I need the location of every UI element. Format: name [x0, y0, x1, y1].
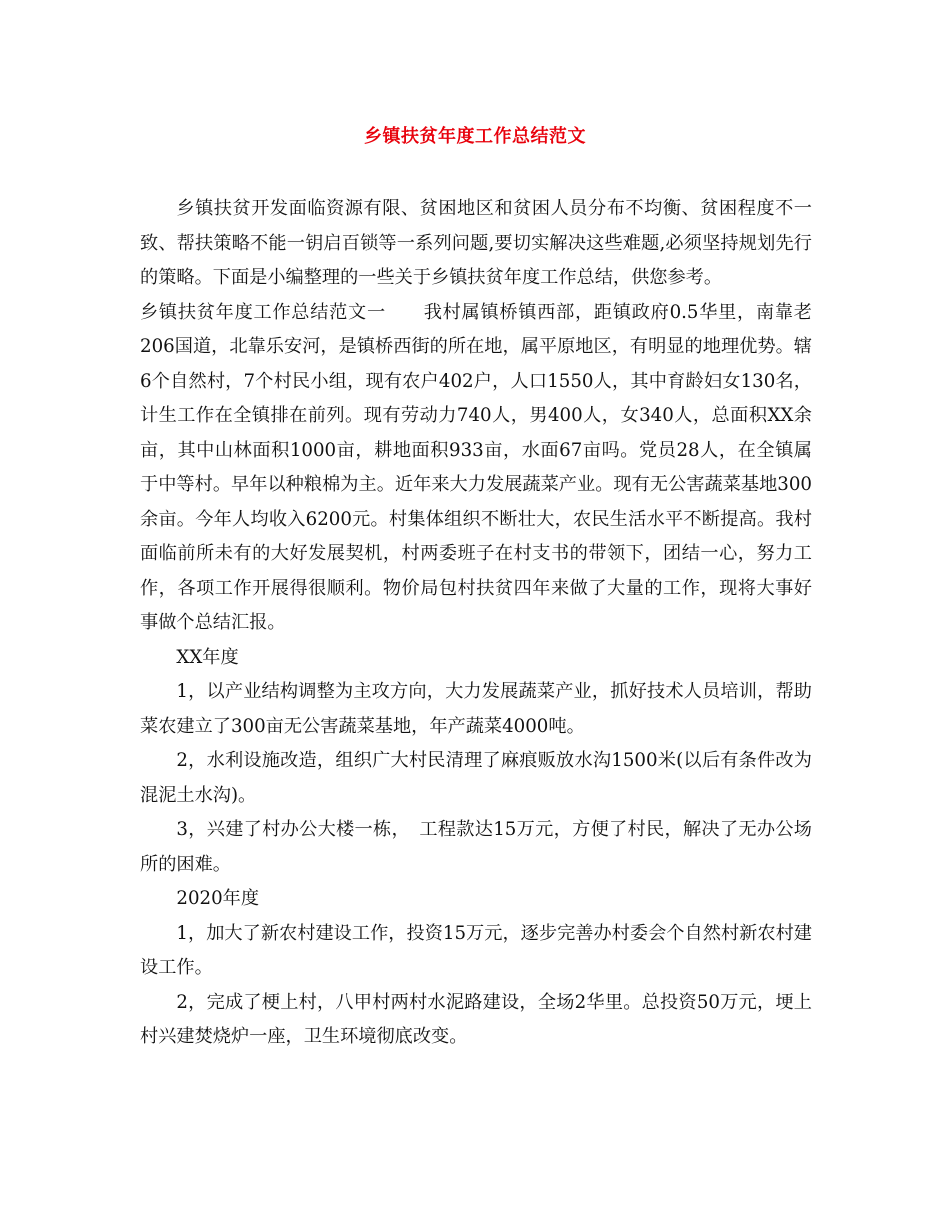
document-body: [140, 192, 812, 1055]
list-item: 1，加大了新农村建设工作，投资15万元，逐步完善办村委会个自然村新农村建设工作。: [140, 922, 812, 978]
year-heading-xx: XX年度: [176, 646, 239, 668]
list-item: 2，完成了梗上村，八甲村两村水泥路建设，全场2华里。总投资50万元，埂上村兴建焚烧炉一座，卫生环境彻底改变。: [140, 991, 812, 1047]
year-heading-2020: 2020年度: [176, 888, 260, 909]
list-item: 2，水利设施改造，组织广大村民清理了麻痕贩放水沟1500米(以后有条件改为混泥土水沟)。: [140, 750, 812, 806]
list-item: 1，以产业结构调整为主攻方向，大力发展蔬菜产业，抓好技术人员培训，帮助菜农建立了300亩无公害蔬菜基地，年产蔬菜4000吨。: [140, 681, 812, 737]
village-overview-paragraph: 乡镇扶贫年度工作总结范文一 我村属镇桥镇西部，距镇政府0.5华里，南靠老206国道，北靠乐安河，是镇桥西街的所在地，属平原地区，有明显的地理优势。辖6个自然村，7个村民小组，现有农户402户，人口1550人，其中育龄妇女130名，计生工作在全镇排在前列。现有劳动力740人，男400人，女340人，总面积XX余亩，其中山林面积1000亩，耕地面积933亩，水面67亩吗。党员28人，在全镇属于中等村。早年以种粮棉为主。近年来大力发展蔬菜产业。现有无公害蔬菜基地300余亩。今年人均收入6200元。村集体组织不断壮大，农民生活水平不断提高。我村面临前所未有的大好发展契机，村两委班子在村支书的带领下，团结一心，努力工作，各项工作开展得很顺利。物价局包村扶贫四年来做了大量的工作，现将大事好事做个总结汇报。: [140, 301, 812, 633]
list-item: 3，兴建了村办公大楼一栋， 工程款达15万元，方便了村民，解决了无办公场所的困难。: [140, 819, 812, 875]
document-title: 乡镇扶贫年度工作总结范文: [364, 126, 586, 147]
intro-paragraph: 乡镇扶贫开发面临资源有限、贫困地区和贫困人员分布不均衡、贫困程度不一致、帮扶策略不能一钥启百锁等一系列问题,要切实解决这些难题,必须坚持规划先行的策略。下面是小编整理的一些关于乡镇扶贫年度工作总结，供您参考。: [140, 198, 812, 288]
